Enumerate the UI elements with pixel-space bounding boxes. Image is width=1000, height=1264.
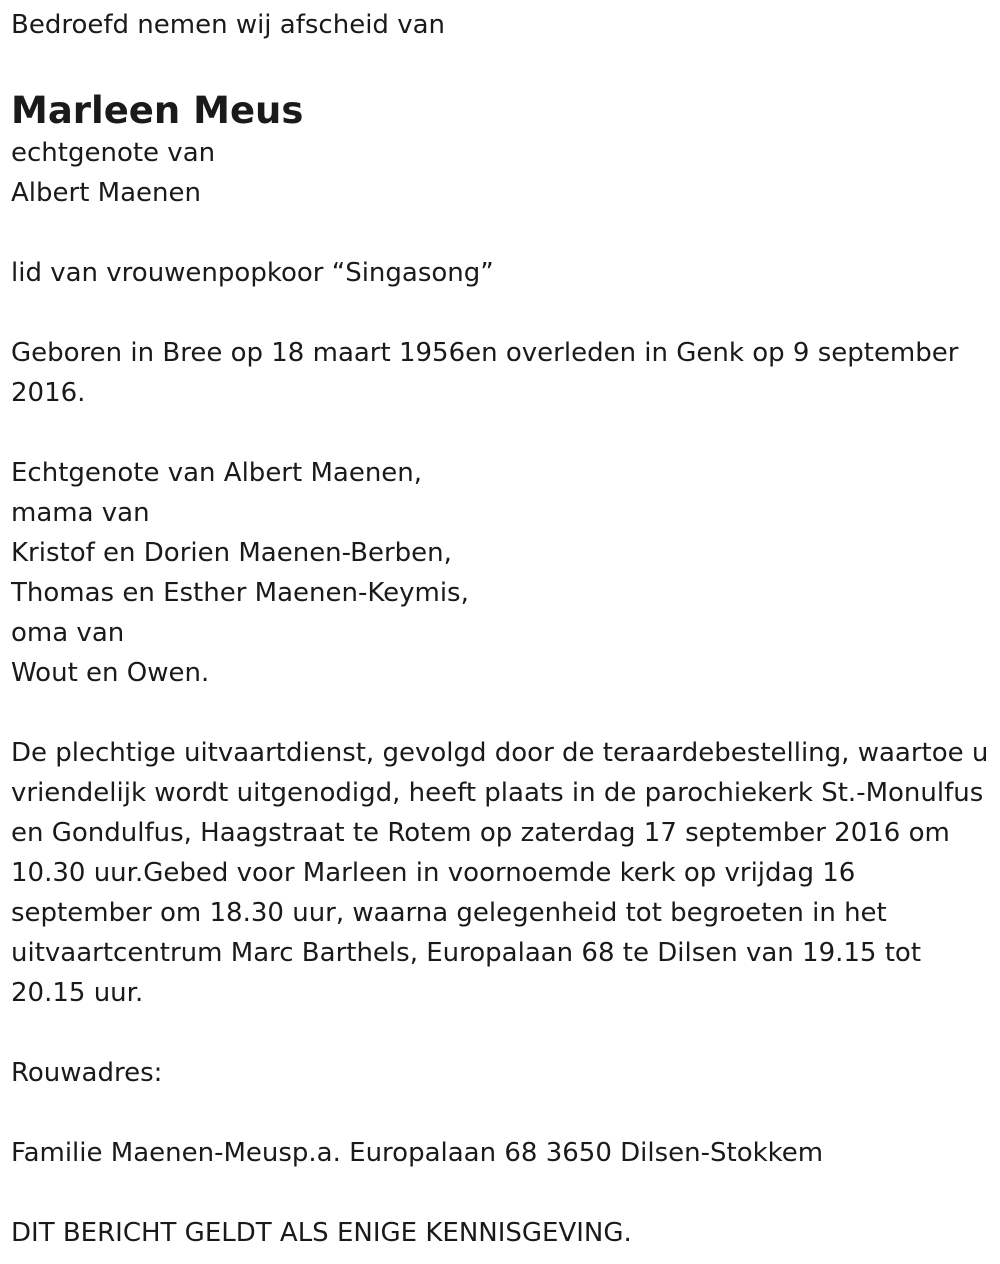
family-line: oma van xyxy=(11,618,125,648)
intro-text: Bedroefd nemen wij afscheid van xyxy=(11,10,445,40)
address-label: Rouwadres: xyxy=(11,1058,163,1088)
family-line: Thomas en Esther Maenen-Keymis, xyxy=(11,578,469,608)
spacer xyxy=(11,213,991,253)
membership-text: lid van vrouwenpopkoor “Singasong” xyxy=(11,258,494,288)
closing-text: DIT BERICHT GELDT ALS ENIGE KENNISGEVING. xyxy=(11,1218,632,1248)
spouse-name: Albert Maenen xyxy=(11,178,201,208)
family-line: Wout en Owen. xyxy=(11,658,210,688)
birth-death-text: Geboren in Bree op 18 maart 1956en overleden in Genk op 9 september 2016. xyxy=(11,338,959,408)
spacer xyxy=(11,293,991,333)
spacer xyxy=(11,45,991,85)
spacer xyxy=(11,1173,991,1213)
family-line: Echtgenote van Albert Maenen, xyxy=(11,458,423,488)
spouse-label: echtgenote van xyxy=(11,138,216,168)
family-line: Kristof en Dorien Maenen-Berben, xyxy=(11,538,452,568)
spacer xyxy=(11,1093,991,1133)
death-notice xyxy=(11,5,991,1253)
deceased-name: Marleen Meus xyxy=(11,89,304,132)
ceremony-text: De plechtige uitvaartdienst, gevolgd door de teraardebestelling, waartoe u vriendelijk wordt uitgenodigd, heeft plaats in de parochiekerk St.-Monulfus en Gondulfus, Haagstraat te Rotem op zaterdag 17 september 2016 om 10.30 uur.Gebed voor Marleen in voornoemde kerk op vrijdag 16 september om 18.30 uur, waarna gelegenheid tot begroeten in het uitvaartcentrum Marc Barthels, Europalaan 68 te Dilsen van 19.15 tot 20.15 uur. xyxy=(11,738,989,1008)
address-text: Familie Maenen-Meusp.a. Europalaan 68 3650 Dilsen-Stokkem xyxy=(11,1138,824,1168)
spacer xyxy=(11,413,991,453)
family-line: mama van xyxy=(11,498,150,528)
family-list xyxy=(11,453,991,693)
spacer xyxy=(11,693,991,733)
spacer xyxy=(11,1013,991,1053)
